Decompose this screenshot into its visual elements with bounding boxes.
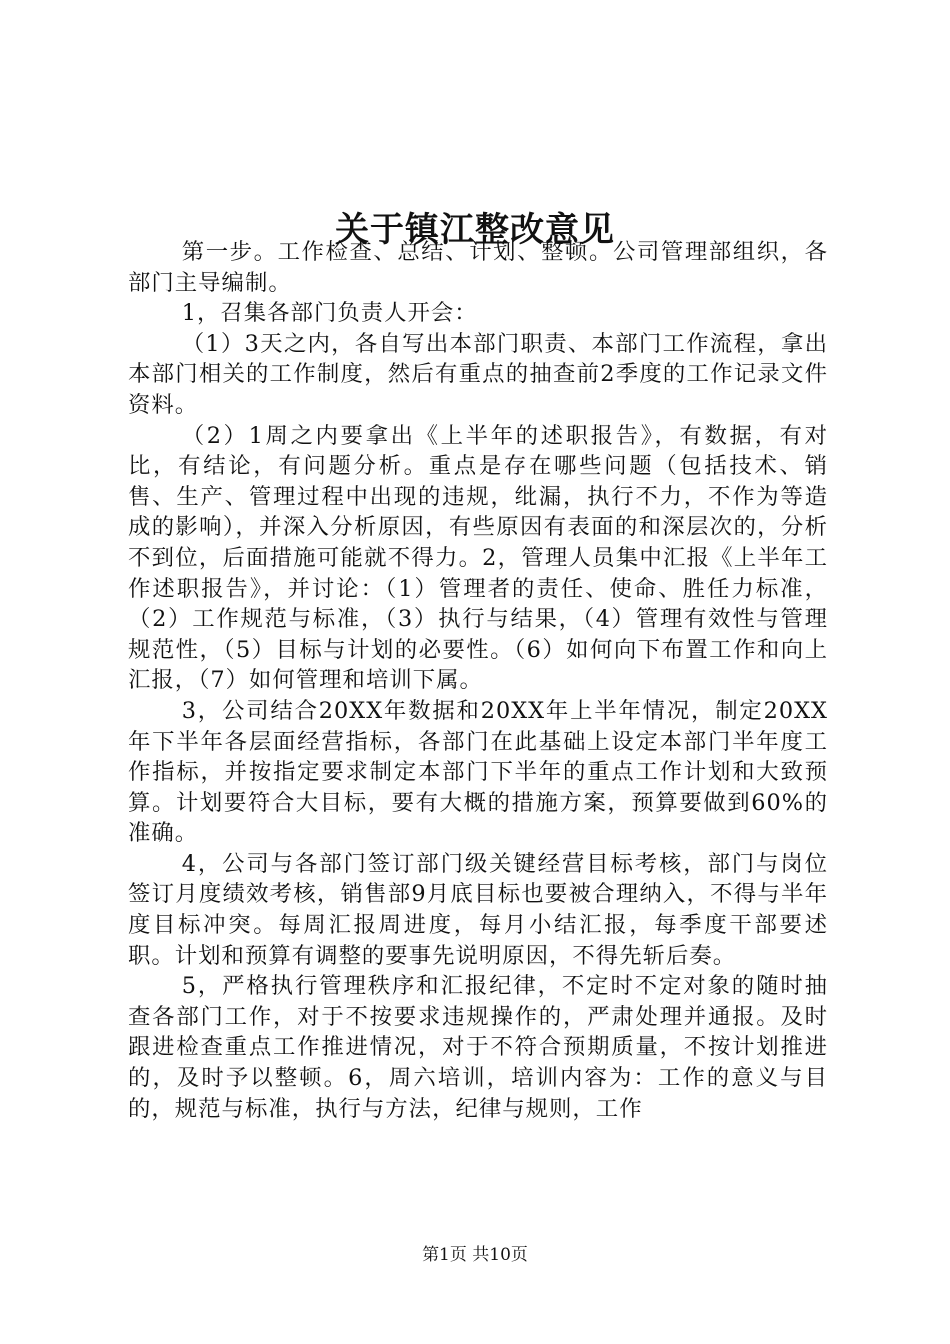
paragraph-item-5: 5，严格执行管理秩序和汇报纪律，不定时不定对象的随时抽查各部门工作，对于不按要求违规操作的，严肃处理并通报。及时跟进检查重点工作推进情况，对于不符合预期质量，不按计划推进的，及时予以整顿。6，周六培训，培训内容为：工作的意义与目的，规范与标准，执行与方法，纪律与规则，工作 — [128, 973, 828, 1122]
paragraph-item-4: 4，公司与各部门签订部门级关键经营目标考核，部门与岗位签订月度绩效考核，销售部9月底目标也要被合理纳入，不得与半年度目标冲突。每周汇报周进度，每月小结汇报，每季度干部要述职。计划和预算有调整的要事先说明原因，不得先斩后奏。 — [128, 850, 828, 969]
document-body — [128, 237, 828, 1124]
document-title: 关于镇江整改意见 — [335, 209, 615, 250]
paragraph-item-1: 1，召集各部门负责人开会： — [181, 300, 478, 327]
paragraph-item-3: 3，公司结合20XX年数据和20XX年上半年情况，制定20XX年下半年各层面经营指标，各部门在此基础上设定本部门半年度工作指标，并按指定要求制定本部门下半年的重点工作计划和大致预算。计划要符合大目标，要有大概的措施方案，预算要做到60%的准确。 — [128, 697, 828, 847]
paragraph-sub-item-1: （1）3天之内，各自写出本部门职责、本部门工作流程，拿出本部门相关的工作制度，然后有重点的抽查前2季度的工作记录文件资料。 — [128, 330, 828, 418]
page-number-footer: 第1页 共10页 — [422, 1245, 528, 1265]
paragraph-step-one: 第一步。工作检查、总结、计划、整顿。公司管理部组织，各部门主导编制。 — [128, 239, 828, 296]
paragraph-sub-item-2: （2）1周之内要拿出《上半年的述职报告》，有数据，有对比，有结论，有问题分析。重点是存在哪些问题（包括技术、销售、生产、管理过程中出现的违规，纰漏，执行不力，不作为等造成的影响），并深入分析原因，有些原因有表面的和深层次的，分析不到位，后面措施可能就不得力。2，管理人员集中汇报《上半年工作述职报告》，并讨论：（1）管理者的责任、使命、胜任力标准，（2）工作规范与标准，（3）执行与结果，（4）管理有效性与管理规范性，（5）目标与计划的必要性。（6）如何向下布置工作和向上汇报，（7）如何管理和培训下属。 — [128, 422, 828, 694]
